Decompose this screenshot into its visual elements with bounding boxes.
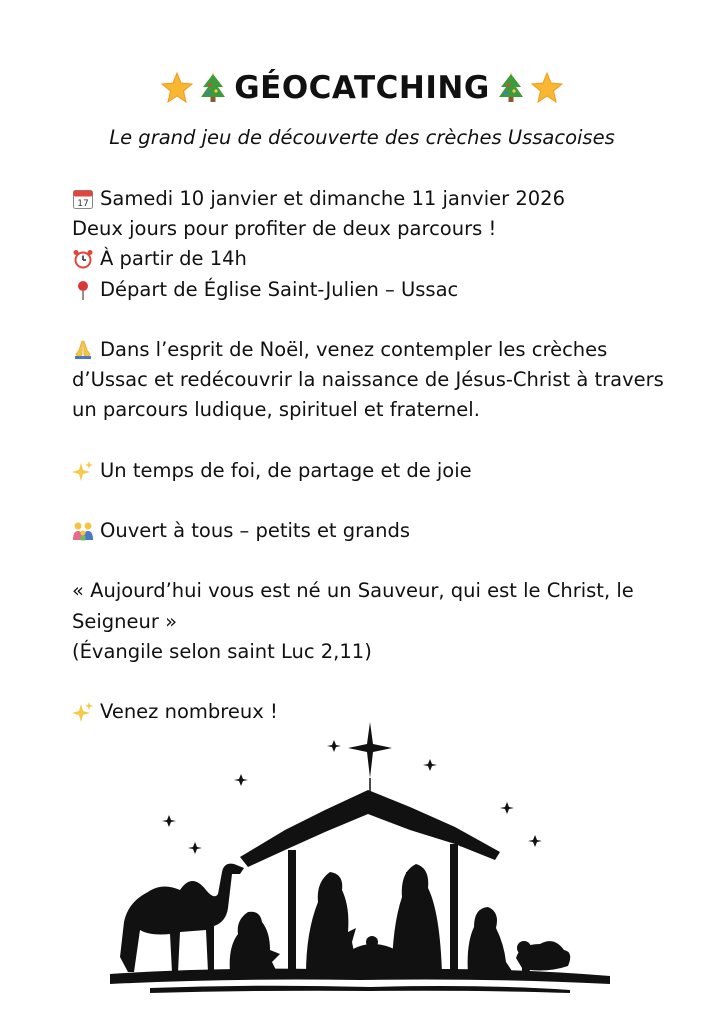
sparkles-icon <box>72 460 94 482</box>
quote-text: « Aujourd’hui vous est né un Sauveur, qui est le Christ, le Seigneur » <box>72 579 634 633</box>
closing-text: Venez nombreux ! <box>100 700 278 724</box>
pushpin-icon <box>72 279 94 301</box>
tagline-line <box>72 214 682 244</box>
christmas-tree-icon <box>494 71 528 105</box>
spirit-text: Dans l’esprit de Noël, venez contempler les crèches d’Ussac et redécouvrir la naissance de Jésus-Christ à travers un parcours ludique, spirituel et fraternel. <box>72 337 664 422</box>
title-row <box>0 70 724 106</box>
time-line <box>72 244 682 274</box>
date-line <box>72 184 682 214</box>
event-date: Samedi 10 janvier et dimanche 11 janvier 2026 <box>100 187 565 210</box>
faith-line <box>72 456 682 486</box>
quote-source: (Évangile selon saint Luc 2,11) <box>72 639 372 663</box>
calendar-icon <box>72 188 94 210</box>
nativity-scene-illustration <box>110 722 610 997</box>
family-icon <box>72 520 94 542</box>
event-details <box>72 184 682 727</box>
faith-text: Un temps de foi, de partage et de joie <box>100 458 472 482</box>
christmas-tree-icon <box>196 71 230 105</box>
alarm-clock-icon <box>72 248 94 270</box>
source-line <box>72 637 682 667</box>
place-line <box>72 275 682 305</box>
glowing-star-icon <box>530 71 564 105</box>
open-text: Ouvert à tous – petits et grands <box>100 519 411 543</box>
event-place: Départ de Église Saint-Julien – Ussac <box>100 277 459 301</box>
svg-text:17: 17 <box>77 199 89 210</box>
subtitle: Le grand jeu de découverte des crèches Ussacoises <box>109 126 615 149</box>
glowing-star-icon <box>160 71 194 105</box>
bethlehem-star-icon <box>348 722 392 778</box>
open-line <box>72 516 682 546</box>
page-title: GÉOCATCHING <box>234 70 490 106</box>
event-time: À partir de 14h <box>100 247 247 271</box>
praying-hands-icon <box>72 338 94 360</box>
sparkles-icon <box>72 701 94 723</box>
quote-paragraph <box>72 576 682 636</box>
event-tagline: Deux jours pour profiter de deux parcours ! <box>72 217 497 241</box>
spirit-paragraph <box>72 335 682 426</box>
